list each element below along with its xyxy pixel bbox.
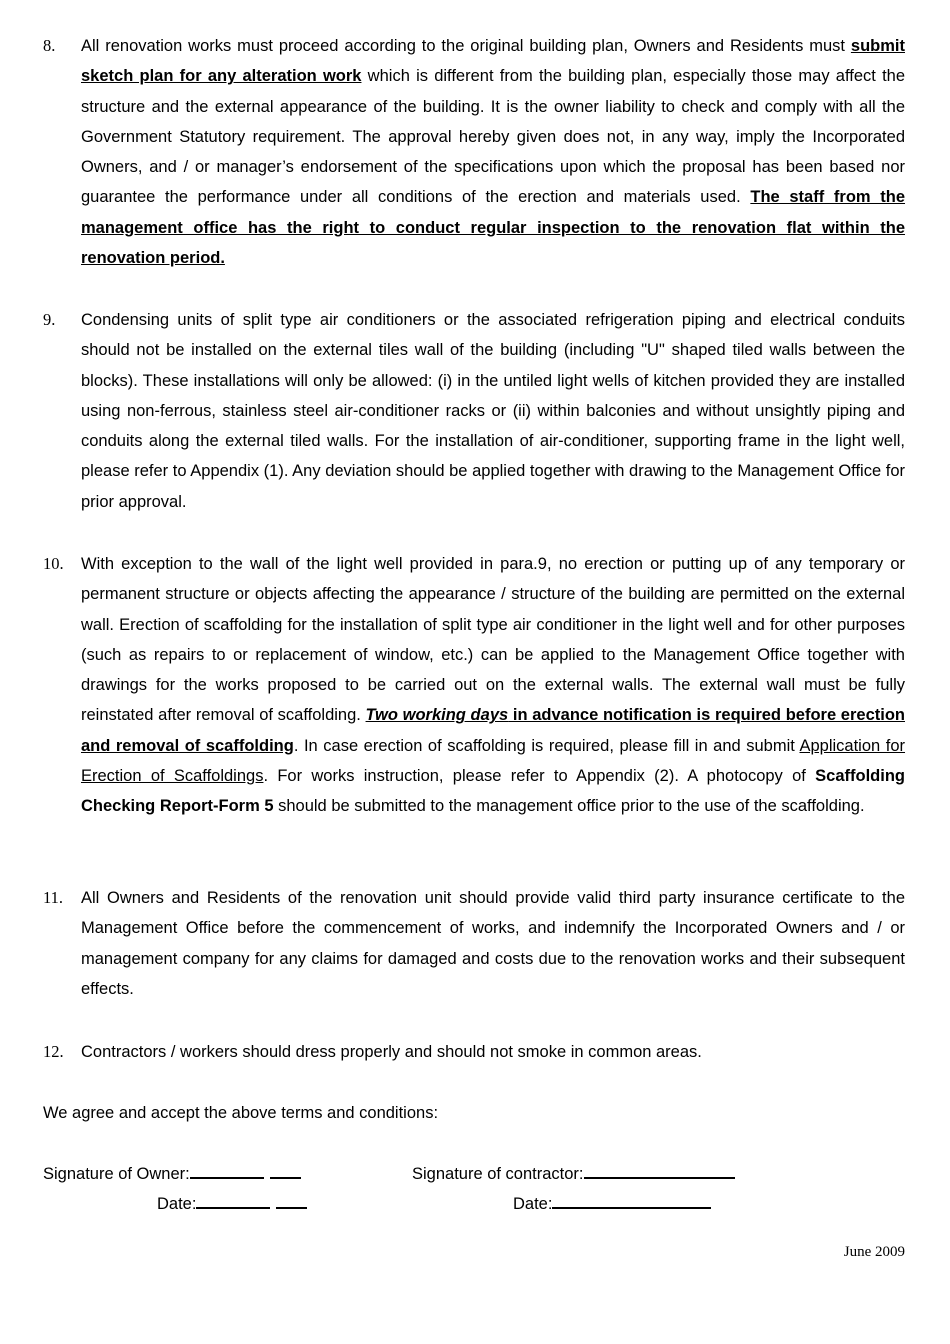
contractor-date-line <box>513 1189 711 1219</box>
clause-text: Condensing units of split type air conditioners or the associated refrigeration piping and electrical conduits should not be installed on the external tiles wall of the building (including "U" shaped tiled walls between the blocks). These installations will only be allowed: (i) in the untiled light wells of kitchen provided they are installed using non-ferrous, stainless steel air-conditioner racks or (ii) within balconies and without unsightly piping and conduits along the external tiled walls. For the installation of air-conditioner, supporting frame in the light well, please refer to Appendix (1). Any deviation should be applied together with drawing to the Management Office for prior approval. <box>81 311 905 511</box>
contractor-signature-line <box>412 1159 735 1189</box>
contractor-signature-blank[interactable] <box>584 1160 735 1179</box>
contractor-signature-label: Signature of contractor: <box>412 1165 584 1183</box>
owner-date-blank-extra[interactable] <box>276 1190 307 1209</box>
owner-signature-label: Signature of Owner: <box>43 1165 190 1183</box>
owner-signature-blank-extra[interactable] <box>270 1160 301 1179</box>
contractor-date-label: Date: <box>513 1195 553 1213</box>
clause-8 <box>43 31 905 273</box>
footer-date: June 2009 <box>843 1244 905 1260</box>
clause-text-segment: With exception to the wall of the light well provided in para.9, no erection or putting up of any temporary or permanent structure or objects affecting the appearance / structure of the building are permitted on the external wall. Erection of scaffolding for the installation of split type air conditioner in the light well and for other purposes (such as repairs to or replacement of window, etc.) can be applied to the Management Office together with drawings for the works proposed to be carried out on the external walls. The external wall must be fully reinstated after removal of scaffolding. <box>81 555 905 725</box>
clause-number: 10. <box>43 554 64 573</box>
form-link-text: Application for Erection of Scaffoldings <box>81 736 906 786</box>
clause-9 <box>43 305 905 517</box>
agreement-statement: We agree and accept the above terms and conditions: <box>43 1104 439 1122</box>
clause-number: 9. <box>43 310 56 329</box>
clause-text-segment: . For works instruction, please refer to Appendix (2). A photocopy of <box>263 767 816 786</box>
clause-number: 8. <box>43 36 56 55</box>
clause-text-segment: All renovation works must proceed according to the original building plan, Owners and Residents must <box>81 37 851 55</box>
clause-text <box>81 31 905 273</box>
clause-10 <box>43 549 905 822</box>
owner-signature-blank[interactable] <box>190 1160 264 1179</box>
contractor-date-blank[interactable] <box>552 1190 711 1209</box>
owner-date-line <box>157 1189 307 1219</box>
emphasis-text: submit sketch plan for any alteration work <box>81 37 905 86</box>
emphasis-text: in advance notification is required before erection and removal of scaffolding <box>81 706 905 755</box>
clause-11 <box>43 883 905 1004</box>
clause-text-segment: which is different from the building plan, especially those may affect the structure and the external appearance of the building. It is the owner liability to check and comply with all the Government Statutory requirement. The approval hereby given does not, in any way, imply the Incorporated Owners, and / or manager’s endorsement of the specifications upon which the proposal has been based nor guarantee the performance under all conditions of the erection and materials used. <box>81 67 906 207</box>
clause-text-segment: should be submitted to the management office prior to the use of the scaffolding. <box>273 797 865 816</box>
owner-date-blank[interactable] <box>196 1190 270 1209</box>
clause-12 <box>43 1037 905 1067</box>
clause-text <box>81 549 905 822</box>
emphasis-text: The staff from the management office has the right to conduct regular inspection to the renovation flat within the renovation period. <box>81 188 906 268</box>
form-name-text: Scaffolding Checking Report-Form 5 <box>81 767 905 816</box>
owner-date-label: Date: <box>157 1195 197 1213</box>
clause-number: 11. <box>43 888 64 907</box>
clause-text: All Owners and Residents of the renovation unit should provide valid third party insurance certificate to the Management Office before the commencement of works, and indemnify the Incorporated Owners and / or management company for any claims for damaged and costs due to the renovation works and their subsequent effects. <box>81 889 905 998</box>
owner-signature-line <box>43 1159 301 1189</box>
clause-text-segment: . In case erection of scaffolding is required, please fill in and submit <box>293 736 800 755</box>
emphasis-text: Two working days <box>365 706 509 725</box>
clause-number: 12. <box>43 1042 64 1061</box>
clause-text: Contractors / workers should dress properly and should not smoke in common areas. <box>81 1043 702 1061</box>
